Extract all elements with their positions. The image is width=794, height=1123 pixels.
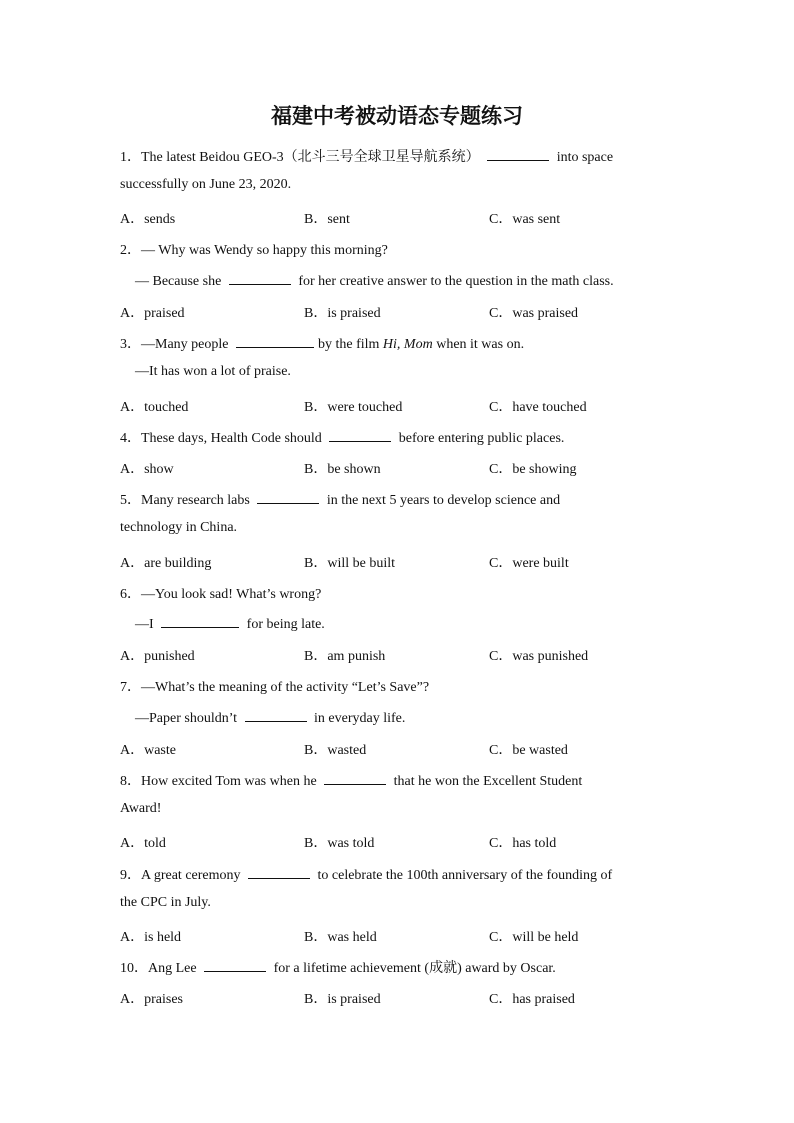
question-5-options: [120, 552, 680, 572]
question-8-options: [120, 832, 680, 852]
option-a: A．praises: [120, 992, 183, 1007]
option-b: B．will be built: [304, 556, 395, 571]
question-3-options: [120, 396, 680, 416]
question-4-line-1: 4．These days, Health Code should before entering public places.: [120, 427, 564, 447]
answer-blank: [204, 958, 266, 972]
option-b: B．was told: [304, 836, 375, 851]
option-a: A．punished: [120, 649, 195, 664]
question-7-line-2: —Paper shouldn’t in everyday life.: [135, 708, 405, 727]
question-3-line-1: 3．—Many people by the film Hi, Mom when it was on.: [120, 333, 524, 353]
question-8-line-2: Award!: [120, 801, 162, 816]
question-10-line-1: 10．Ang Lee for a lifetime achievement (成就) award by Oscar.: [120, 957, 556, 977]
option-b: B．sent: [304, 212, 350, 227]
question-7-line-1: 7．—What’s the meaning of the activity “Let’s Save”?: [120, 680, 430, 695]
answer-blank: [257, 490, 319, 504]
question-6-line-1: 6．—You look sad! What’s wrong?: [120, 587, 322, 602]
answer-blank: [248, 865, 310, 879]
option-c: C．have touched: [489, 400, 587, 415]
option-a: A．is held: [120, 930, 182, 945]
answer-blank: [329, 428, 391, 442]
answer-blank: [245, 708, 307, 722]
option-b: B．were touched: [304, 400, 403, 415]
option-a: A．show: [120, 462, 174, 477]
question-5-line-2: technology in China.: [120, 520, 238, 535]
question-7-options: [120, 739, 680, 759]
question-1-line-1: 1．The latest Beidou GEO-3（北斗三号全球卫星导航系统） into space: [120, 146, 613, 166]
question-9-line-2: the CPC in July.: [120, 895, 211, 910]
question-4-options: [120, 458, 680, 478]
question-10-options: [120, 988, 680, 1008]
option-c: C．be showing: [489, 462, 577, 477]
question-6-options: [120, 645, 680, 665]
option-b: B．was held: [304, 930, 377, 945]
question-9-line-1: 9．A great ceremony to celebrate the 100th anniversary of the founding of: [120, 864, 612, 884]
answer-blank: [229, 271, 291, 285]
question-8-line-1: 8．How excited Tom was when he that he won the Excellent Student: [120, 770, 582, 790]
film-title: Hi, Mom: [382, 337, 433, 352]
option-c: C．was sent: [489, 212, 561, 227]
option-a: A．sends: [120, 212, 176, 227]
option-b: B．be shown: [304, 462, 381, 477]
question-3-line-2: —It has won a lot of praise.: [135, 364, 291, 379]
option-c: C．were built: [489, 556, 569, 571]
option-c: C．was punished: [489, 649, 589, 664]
option-c: C．has praised: [489, 992, 575, 1007]
option-b: B．is praised: [304, 992, 381, 1007]
answer-blank: [324, 771, 386, 785]
option-c: C．was praised: [489, 306, 579, 321]
question-1-line-2: successfully on June 23, 2020.: [120, 177, 292, 192]
option-a: A．told: [120, 836, 166, 851]
option-a: A．touched: [120, 400, 189, 415]
question-6-line-2: —I for being late.: [135, 614, 325, 633]
option-a: A．are building: [120, 556, 212, 571]
option-b: B．wasted: [304, 743, 367, 758]
option-c: C．be wasted: [489, 743, 568, 758]
answer-blank: [161, 614, 239, 628]
question-1-options: [120, 208, 680, 228]
option-a: A．waste: [120, 743, 176, 758]
question-5-line-1: 5．Many research labs in the next 5 years to develop science and: [120, 489, 560, 509]
answer-blank: [487, 147, 549, 161]
question-9-options: [120, 926, 680, 946]
option-c: C．will be held: [489, 930, 579, 945]
option-c: C．has told: [489, 836, 557, 851]
question-2-line-2: — Because she for her creative answer to the question in the math class.: [135, 271, 614, 290]
option-b: B．am punish: [304, 649, 386, 664]
question-2-options: [120, 302, 680, 322]
answer-blank: [236, 334, 314, 348]
page-title: 福建中考被动语态专题练习: [271, 103, 523, 128]
option-a: A．praised: [120, 306, 185, 321]
question-2-line-1: 2．— Why was Wendy so happy this morning?: [120, 243, 388, 258]
option-b: B．is praised: [304, 306, 381, 321]
